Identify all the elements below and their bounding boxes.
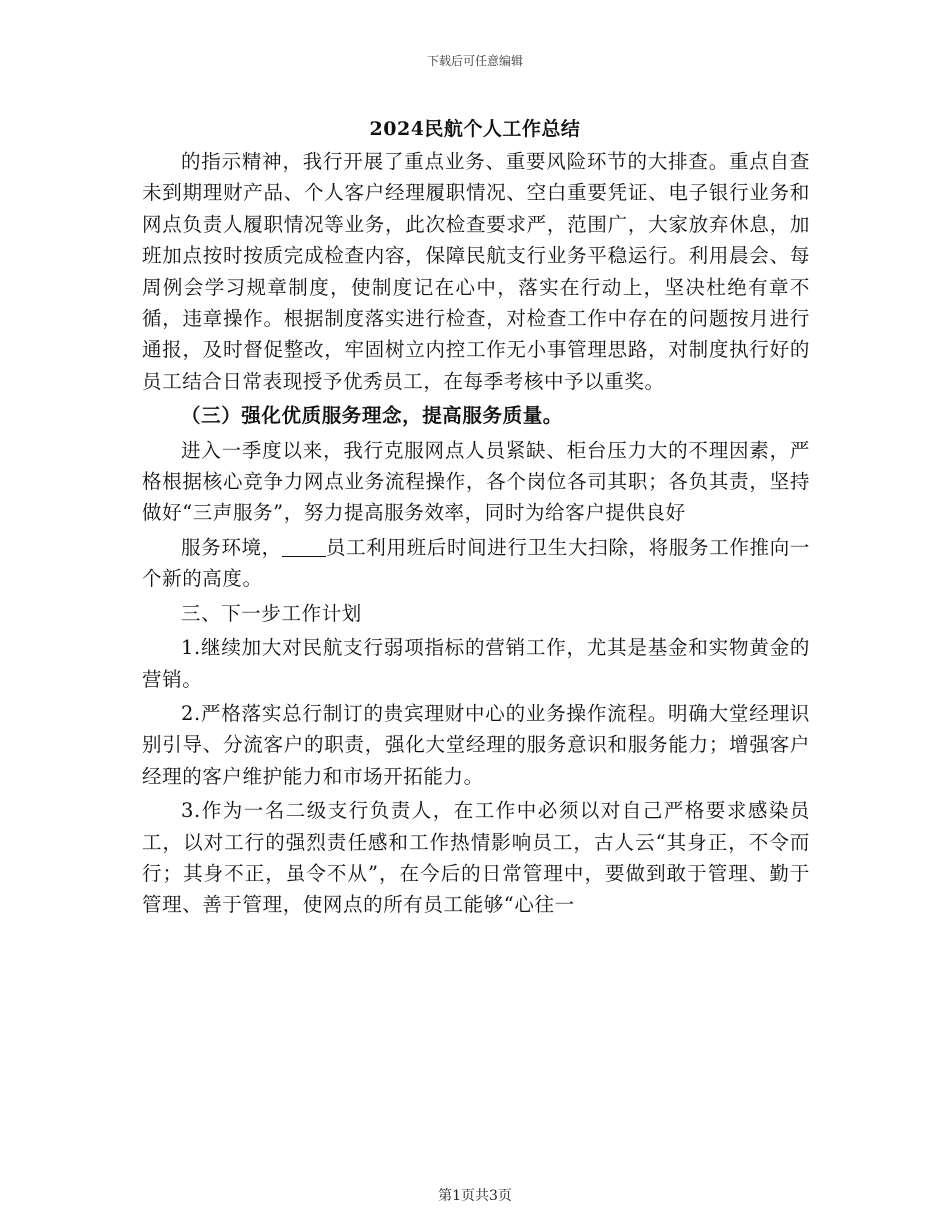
paragraph-inspection: 的指示精神，我行开展了重点业务、重要风险环节的大排查。重点自查未到期理财产品、个人客户经理履职情况、空白重要凭证、电子银行业务和网点负责人履职情况等业务，此次检查要求严，范围广，大家放弃休息，加班加点按时按质完成检查内容，保障民航支行业务平稳运行。利用晨会、每周例会学习规章制度，使制度记在心中，落实在行动上，坚决杜绝有章不循，违章操作。根据制度落实进行检查，对检查工作中存在的问题按月进行通报，及时督促整改，牢固树立内控工作无小事管理思路，对制度执行好的员工结合日常表现授予优秀员工，在每季考核中予以重奖。 [142,150,810,393]
section-heading-next-plan: 三、下一步工作计划 [181,601,362,625]
environment-text-end: 员工利用班后时间进行卫生大扫除，将服务工作推向一个新的高度。 [142,535,810,591]
document-title: 2024民航个人工作总结 [369,118,581,140]
paragraph-environment [142,532,810,595]
blank-underline [282,536,326,557]
plan-item-3: 3.作为一名二级支行负责人，在工作中必须以对自己严格要求感染员工，以对工行的强烈责任感和工作热情影响员工，古人云“其身正，不令而行；其身不正，虽令不从”，在今后的日常管理中，要做到敢于管理、勤于管理、善于管理，使网点的所有员工能够“心往一 [142,799,810,917]
section-heading-service: （三）强化优质服务理念，提高服务质量。 [181,404,563,428]
environment-text-start: 服务环境， [181,535,282,559]
plan-item-2: 2.严格落实总行制订的贵宾理财中心的业务操作流程。明确大堂经理识别引导、分流客户的职责，强化大堂经理的服务意识和服务能力；增强客户经理的客户维护能力和市场开拓能力。 [142,701,810,788]
page-number: 第1页共3页 [438,1188,512,1204]
document-body [142,146,810,921]
paragraph-service: 进入一季度以来，我行克服网点人员紧缺、柜台压力大的不理因素，严格根据核心竞争力网点业务流程操作，各个岗位各司其职；各负其责，坚持做好“三声服务”，努力提高服务效率，同时为给客户提供良好 [142,438,810,525]
plan-item-1: 1.继续加大对民航支行弱项指标的营销工作，尤其是基金和实物黄金的营销。 [142,636,810,691]
page-header-note: 下载后可任意编辑 [426,54,523,68]
